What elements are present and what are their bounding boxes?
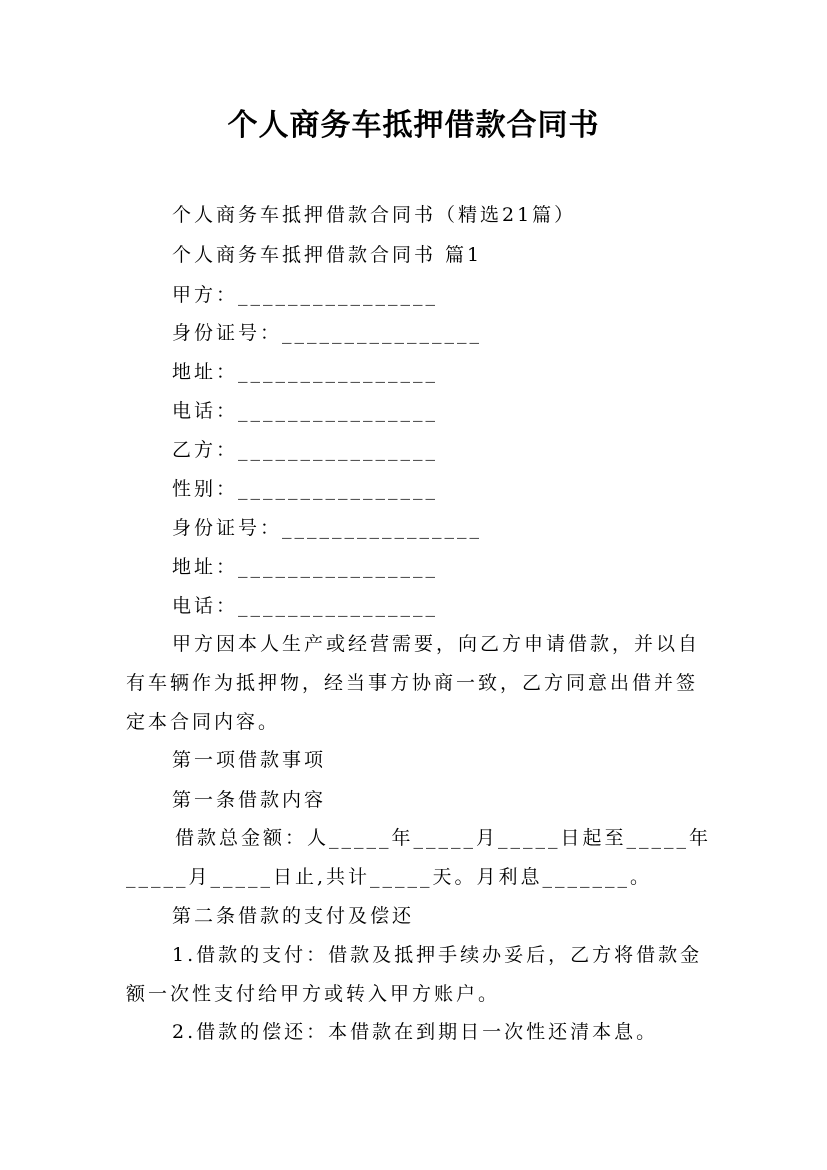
section-heading-1: 第一项借款事项 <box>172 749 327 771</box>
party-b-field: 乙方：________________ <box>172 439 439 461</box>
party-a-phone-field: 电话：________________ <box>172 400 439 422</box>
party-b-address-field: 地址：________________ <box>172 556 439 578</box>
party-b-id-field: 身份证号：________________ <box>172 517 483 539</box>
intro-paragraph-line-3: 定本合同内容。 <box>126 711 281 733</box>
party-b-gender-field: 性别：________________ <box>172 478 439 500</box>
intro-paragraph-line-2: 有车辆作为抵押物，经当事方协商一致，乙方同意出借并签 <box>126 672 699 694</box>
party-a-address-field: 地址：________________ <box>172 361 439 383</box>
loan-amount-line-2: _____月_____日止,共计_____天。月利息_______。 <box>126 866 653 888</box>
subtitle-collection: 个人商务车抵押借款合同书（精选21篇） <box>172 204 577 226</box>
payment-paragraph-line-1: 1.借款的支付：借款及抵押手续办妥后，乙方将借款金 <box>172 944 703 966</box>
party-a-field: 甲方：________________ <box>172 284 439 306</box>
party-b-phone-field: 电话：________________ <box>172 595 439 617</box>
party-a-id-field: 身份证号：________________ <box>172 322 483 344</box>
payment-paragraph-line-2: 额一次性支付给甲方或转入甲方账户。 <box>126 983 501 1005</box>
repayment-paragraph: 2.借款的偿还：本借款在到期日一次性还清本息。 <box>172 1021 659 1043</box>
intro-paragraph-line-1: 甲方因本人生产或经营需要，向乙方申请借款，并以自 <box>172 633 701 655</box>
subtitle-article-1: 个人商务车抵押借款合同书 篇1 <box>172 244 483 266</box>
document-title: 个人商务车抵押借款合同书 <box>227 108 600 143</box>
article-heading-1: 第一条借款内容 <box>172 789 327 811</box>
loan-amount-line-1: 借款总金额：人_____年_____月_____日起至_____年 <box>175 827 712 849</box>
article-heading-2: 第二条借款的支付及偿还 <box>172 905 415 927</box>
